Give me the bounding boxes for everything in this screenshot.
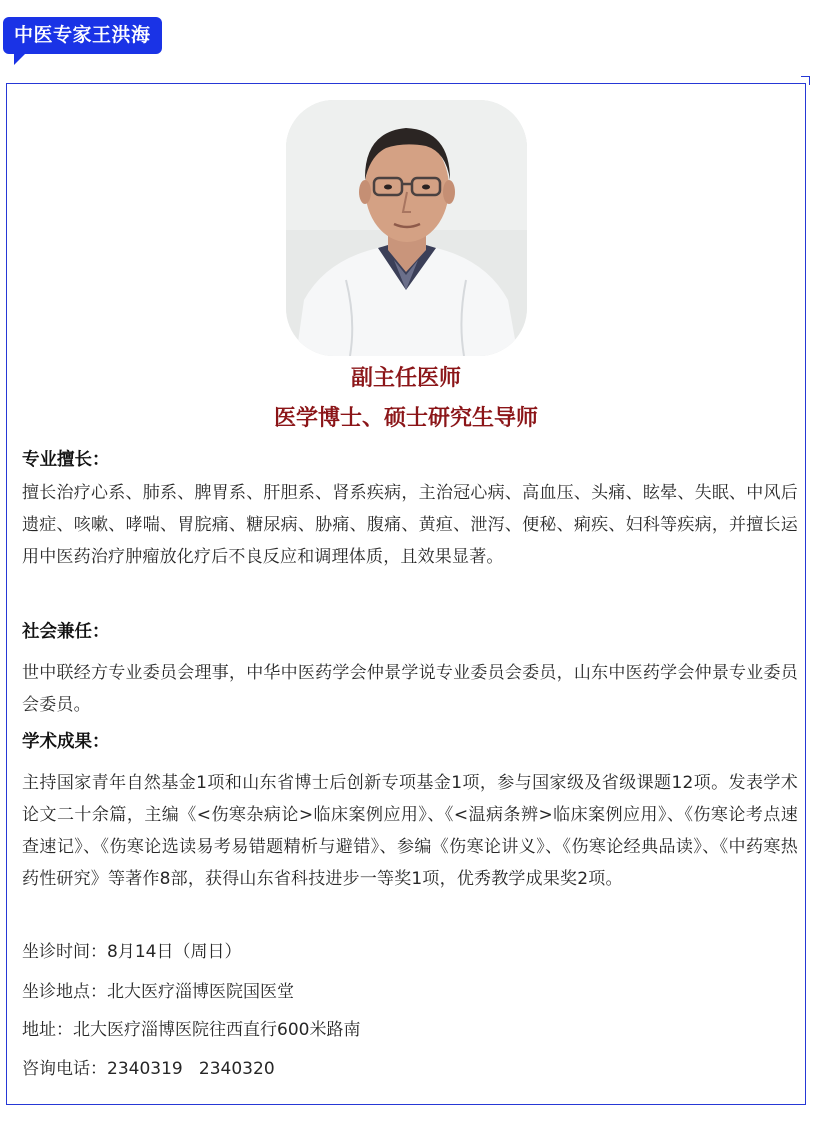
social-heading: 社会兼任： — [22, 622, 110, 642]
academic-heading: 学术成果： — [22, 732, 110, 752]
expertise-heading: 专业擅长： — [22, 450, 110, 470]
clinic-time: 坐诊时间：8月14日（周日） — [22, 942, 242, 962]
consult-phone: 咨询电话：2340319 2340320 — [22, 1059, 275, 1079]
academic-text: 主持国家青年自然基金1项和山东省博士后创新专项基金1项，参与国家级及省级课题12项。发表学术论文二十余篇，主编《<伤寒杂病论>临床案例应用》、《<温病条辨>临床案例应用》、《伤寒论考点速查速记》、《伤寒论选读易考易错题精析与避错》、参编《伤寒论讲义》、《伤寒论经典品读》、《中药寒热药性研究》等著作8部，获得山东省科技进步一等奖1项，优秀教学成果奖2项。 — [22, 773, 798, 889]
academic-section — [22, 729, 798, 895]
doctor-photo — [286, 100, 527, 356]
clinic-location: 坐诊地点：北大医疗淄博医院国医堂 — [22, 982, 294, 1002]
expertise-text: 擅长治疗心系、肺系、脾胃系、肝胆系、肾系疾病，主治冠心病、高血压、头痛、眩晕、失眠、中风后遗症、咳嗽、哮喘、胃脘痛、糖尿病、胁痛、腹痛、黄疸、泄泻、便秘、痢疾、妇科等疾病，并擅长运用中医药治疗肿瘤放化疗后不良反应和调理体质，且效果显著。 — [22, 483, 798, 567]
expertise-section — [22, 447, 798, 573]
doctor-portrait-image — [286, 100, 527, 356]
doctor-name-tag-label: 中医专家王洪海 — [14, 24, 151, 46]
doctor-degree: 医学博士、硕士研究生导师 — [273, 406, 538, 431]
doctor-title: 副主任医师 — [350, 366, 461, 391]
card-corner-mark — [801, 76, 810, 85]
social-section — [22, 619, 798, 721]
doctor-name-tag — [3, 17, 162, 54]
tag-pointer — [14, 53, 26, 65]
clinic-address: 地址：北大医疗淄博医院往西直行600米路南 — [22, 1020, 361, 1040]
social-text: 世中联经方专业委员会理事，中华中医药学会仲景学说专业委员会委员，山东中医药学会仲景专业委员会委员。 — [22, 663, 798, 715]
